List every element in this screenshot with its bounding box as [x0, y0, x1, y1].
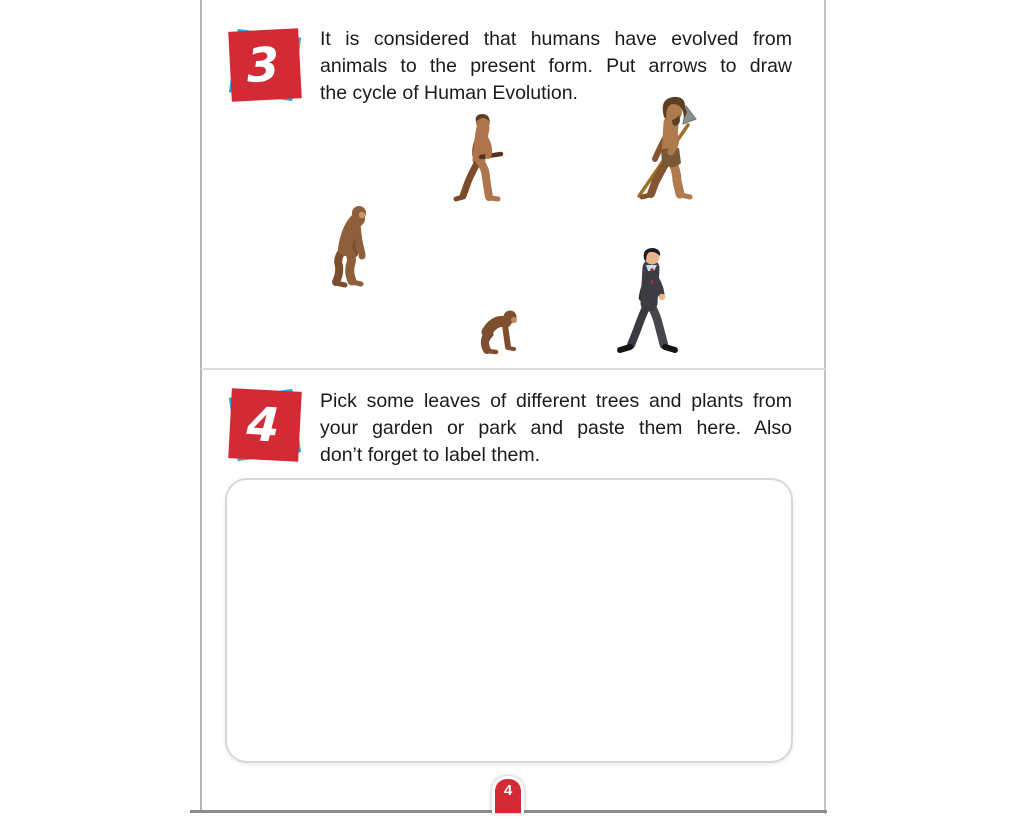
question-4-number: 4 — [245, 396, 281, 454]
question-3-number: 3 — [245, 36, 281, 94]
page-number-tab — [492, 776, 524, 813]
question-4-text — [320, 388, 792, 469]
section-divider — [201, 368, 825, 370]
ape-illustration — [316, 202, 378, 289]
badge-red-square — [228, 28, 302, 102]
badge-red-square — [228, 388, 302, 462]
chimpanzee-illustration — [468, 301, 526, 359]
question-3-line-2: animals to the present form. Put arrows to draw — [320, 55, 792, 77]
paste-area-box — [225, 478, 793, 763]
question-4-line-3: don’t forget to label them. — [320, 444, 541, 466]
caveman-illustration — [626, 93, 706, 205]
question-3-text — [320, 26, 792, 107]
question-4-badge — [226, 386, 304, 464]
question-3-badge — [226, 26, 304, 104]
early-human-illustration — [453, 112, 505, 206]
question-4-line-2: your garden or park and paste them here. Also — [320, 417, 792, 439]
question-4-line-1: Pick some leaves of different trees and plants from — [320, 390, 792, 412]
page-right-edge — [824, 0, 826, 814]
question-3-line-1: It is considered that humans have evolved from — [320, 28, 792, 50]
page-number: 4 — [503, 782, 513, 799]
page-left-edge — [200, 0, 202, 813]
question-3-line-3: the cycle of Human Evolution. — [320, 82, 578, 104]
modern-human-illustration — [612, 246, 684, 363]
